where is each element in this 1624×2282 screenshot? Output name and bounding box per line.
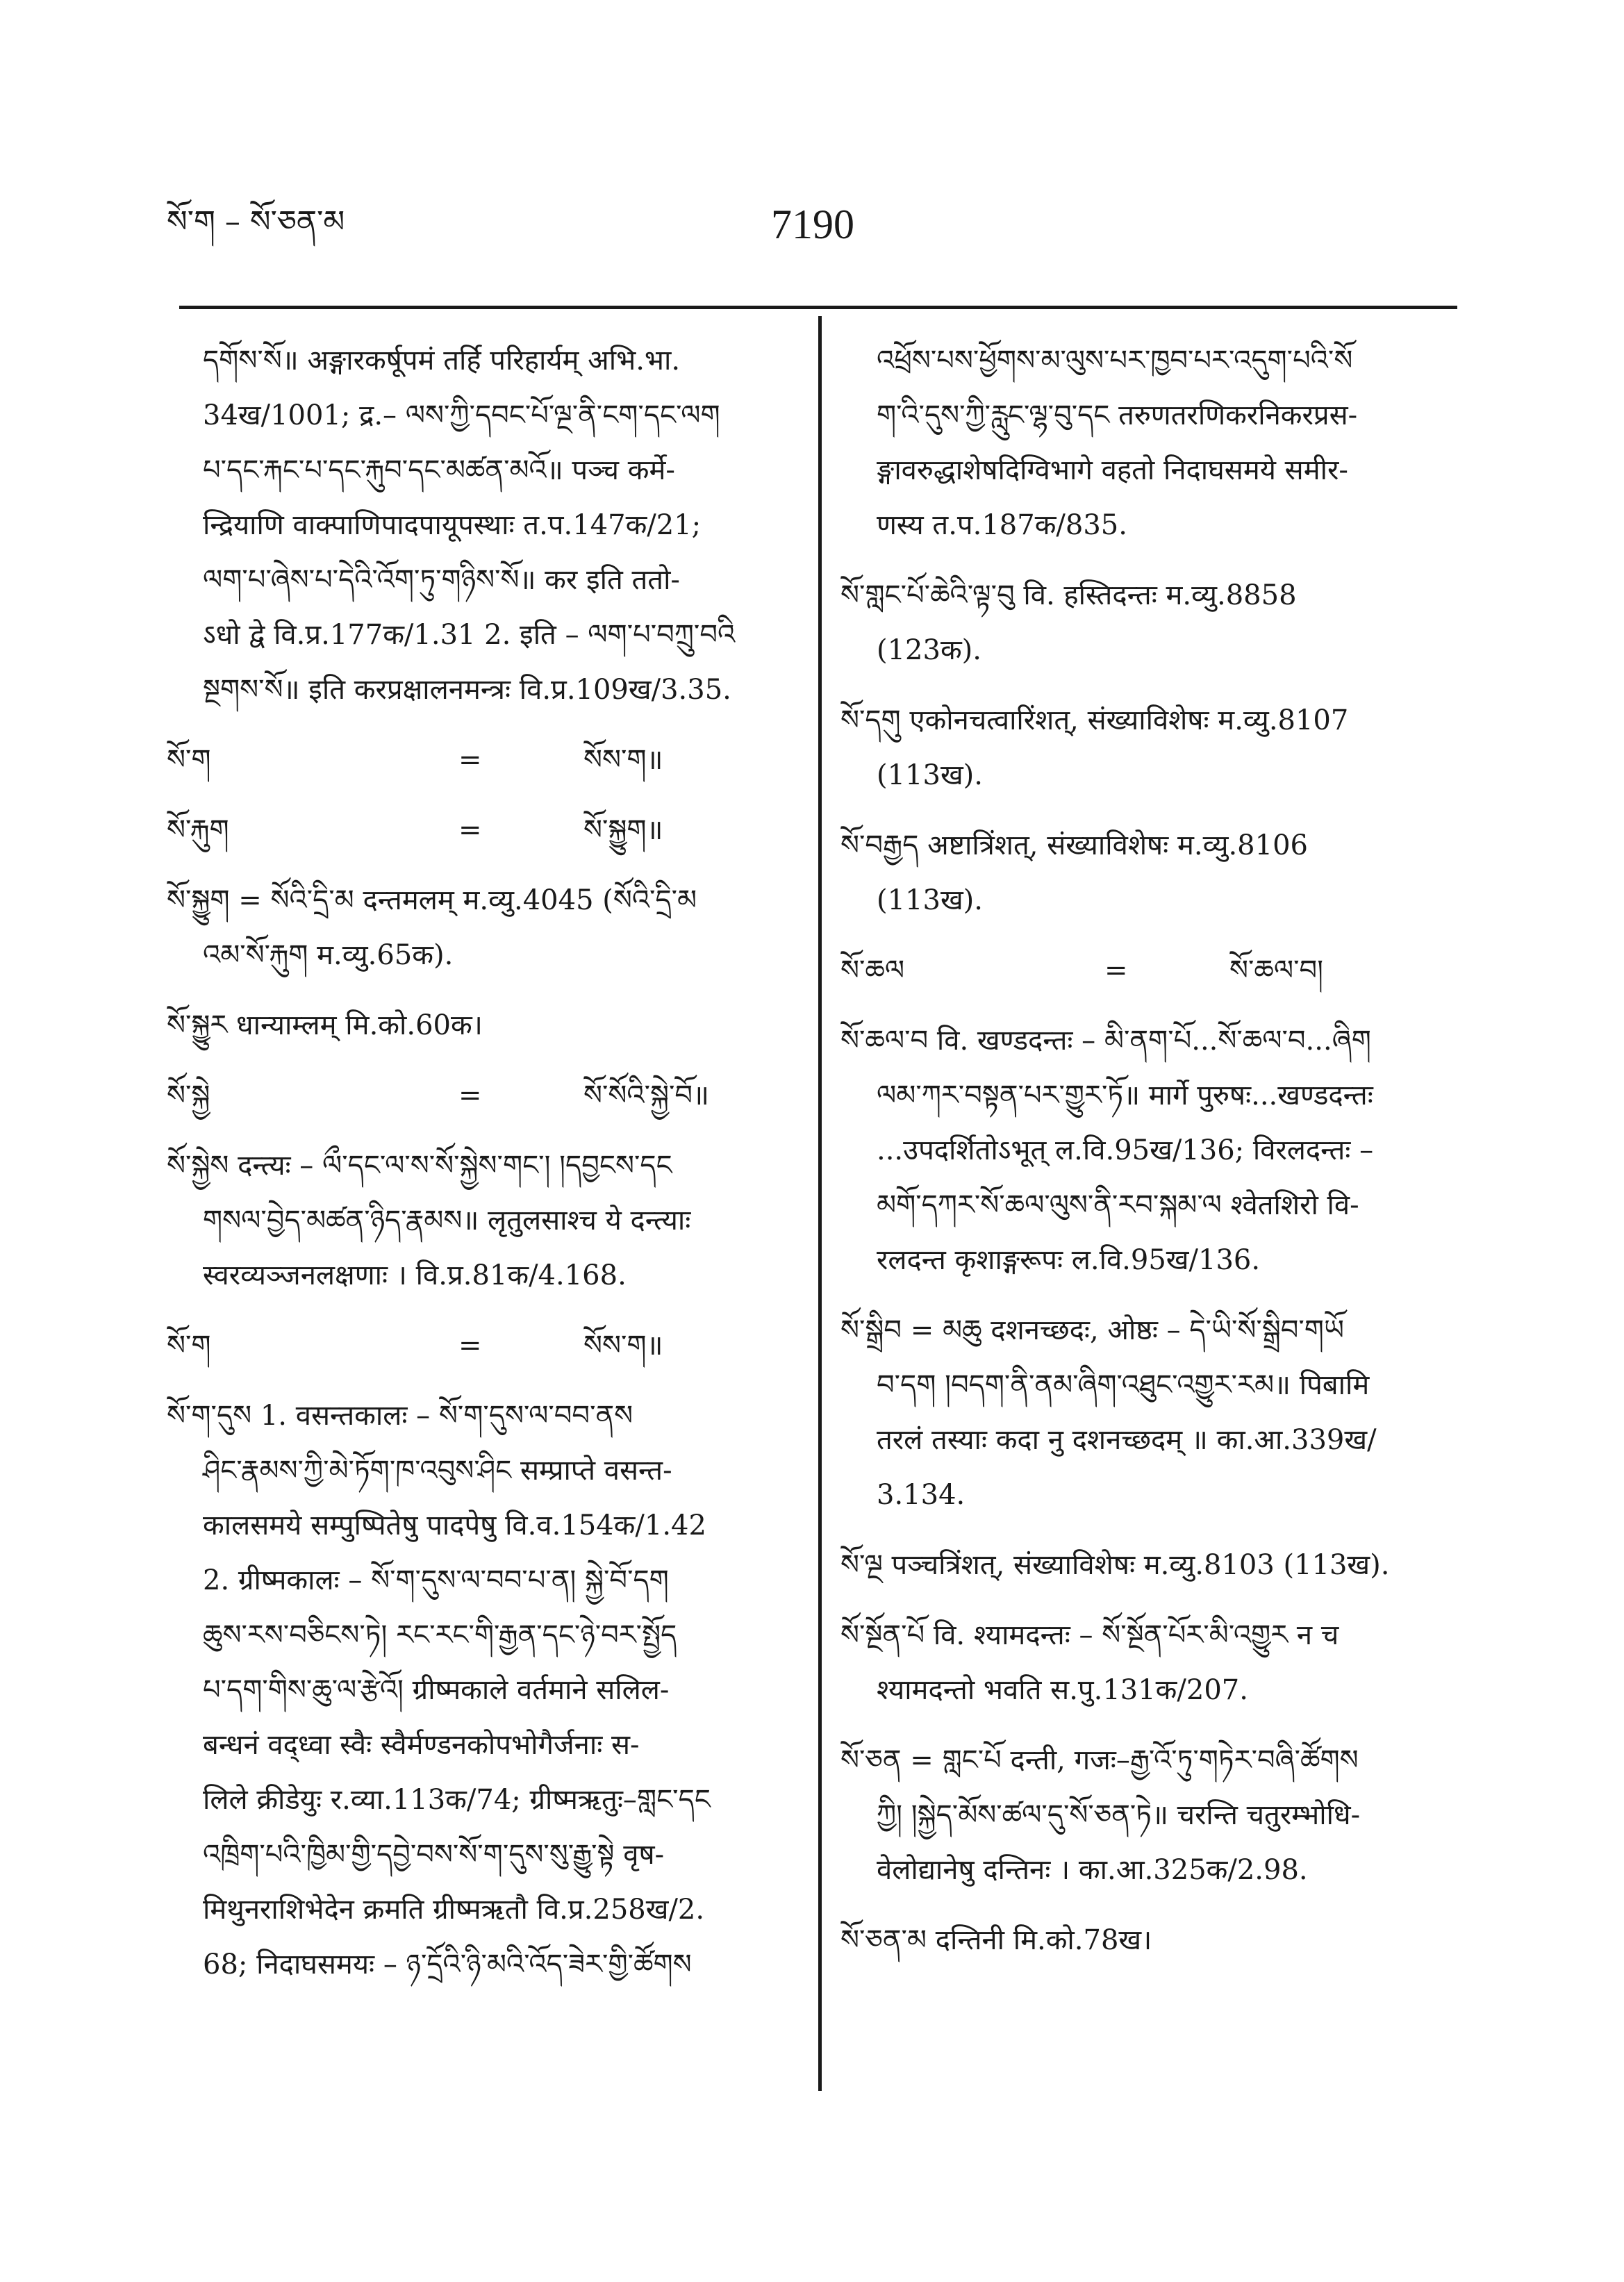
entry-line: འཕྲོས་པས་ཕྱོགས་མ་ལུས་པར་ཁྱབ་པར་འདུག་པའི་སོ [877,345,1353,377]
entry-line: པ་དག་གིས་ཆུ་ལ་རྩེའོ། ग्रीष्मकाले वर्तमाने सलिल- [203,1674,670,1706]
headword: སོ་སྐྱེ [167,1080,210,1111]
cross-reference [167,803,792,858]
entry-continuation [167,333,792,718]
equals-sign: = [458,814,482,846]
entry-line: ङ्गावरुद्धाशेषदिग्विभागे वहतो निदाघसमये समीर- [877,454,1348,486]
dictionary-entry [840,693,1466,803]
page-number: 7190 [771,201,854,247]
cross-reference [167,733,792,788]
headword: སོ་ག [167,1330,211,1362]
entry-line: གསལ་བྱེད་མཚན་ཉིད་རྣམས॥ लृतुलसाश्च ये दन्त्याः [203,1205,691,1237]
dictionary-entry [840,1608,1466,1718]
cross-reference [167,1068,792,1123]
entry-line: སོ་ལྔ पञ्चत्रिंशत्, संख्याविशेषः म.व्यु.8103 (113ख). [840,1549,1390,1581]
header-range: སོ་ག – སོ་ཅན་མ [167,204,345,240]
entry-line: (113ख). [877,884,983,916]
entry-line: लिले क्रीडेयुः र.व्या.113क/74; ग्रीष्मऋतुः–གླང་དང [203,1784,711,1816]
entry-line: སོ་སྒྲིབ = མཆུ दशनच्छदः, ओष्ठः – དེ་ཡི་སོ་སྒྲིབ་གཡོ [840,1314,1344,1346]
entry-line: པ་དང་རྐང་པ་དང་རྐུབ་དང་མཚན་མའོ॥ पञ्च कर्मे- [203,454,675,486]
dictionary-entry [840,1303,1466,1523]
entry-continuation [840,333,1466,553]
entry-line: रलदन्त कृशाङ्गरूपः ल.वि.95ख/136. [877,1244,1261,1276]
equals-sign: = [458,744,482,776]
dictionary-entry [840,568,1466,678]
entry-line: སྔགས་སོ॥ इति करप्रक्षालनमन्त्रः वि.प्र.109ख/3.35. [203,674,731,706]
entry-line: (123क). [877,634,981,666]
dictionary-entry [167,1389,792,1992]
entry-line: श्यामदन्तो भवति स.पु.131क/207. [877,1674,1248,1706]
entry-line: वेलोद्यानेषु दन्तिनः । का.आ.325क/2.98. [877,1854,1308,1886]
dictionary-entry [167,1139,792,1303]
xref-target: སོ་སྐྱུག॥ [583,814,663,846]
entry-line: སོ་ག་དུས 1. वसन्तकालः – སོ་ག་དུས་ལ་བབ་ནས [167,1400,633,1432]
entry-line: कालसमये सम्पुष्पितेषु पादपेषु वि.व.154क/1.42 [203,1510,706,1541]
entry-line: ...उपदर्शितोऽभूत् ल.वि.95ख/136; विरलदन्तः – [877,1134,1374,1166]
equals-sign: = [1104,954,1128,986]
entry-line: 2. ग्रीष्मकालः – སོ་ག་དུས་ལ་བབ་པ་ན། སྐྱེ་བོ་དག [203,1564,669,1596]
entry-line: སོ་སྐྱེས दन्त्यः – ལྀ་དང་ལ་ས་སོ་སྐྱེས་གང་། །དབྱངས་དང [167,1150,672,1182]
entry-line: སོ་གླང་པོ་ཆེའི་ལྟ་བུ वि. हस्तिदन्तः म.व्यु.8858 [840,579,1297,611]
entry-line: མགོ་དཀར་སོ་ཆལ་ལུས་ནི་རབ་སྐམ་ལ श्वेतशिरो वि- [877,1189,1359,1221]
dictionary-entry [840,1733,1466,1898]
entry-line: ऽधो द्वे वि.प्र.177क/1.31 2. इति – ལག་པ་བཀྲུ་བའི [203,619,736,651]
entry-line: ལག་པ་ཞེས་པ་དེའི་འོག་ཏུ་གཉིས་སོ॥ कर इति ततो- [203,564,680,596]
entry-line: འཁྲིག་པའི་ཁྱིམ་གྱི་དབྱེ་བས་སོ་ག་དུས་སུ་རྒྱུ་སྟེ वृष- [203,1839,665,1871]
entry-line: སོ་སྐྱུར धान्याम्लम् मि.को.60क। [167,1009,483,1041]
cross-reference [840,943,1466,998]
xref-target: སོ་སོའི་སྐྱེ་བོ॥ [583,1080,709,1111]
header-rule [179,306,1457,309]
entry-line: स्वरव्यञ्जनलक्षणाः । वि.प्र.81क/4.168. [203,1259,627,1291]
equals-sign: = [458,1330,482,1362]
entry-line: णस्य त.प.187क/835. [877,509,1127,541]
entry-line: སོ་སྔོན་པོ वि. श्यामदन्तः – སོ་སྔོན་པོར་མི་འགྱུར न च [840,1619,1339,1651]
entry-line: 3.134. [877,1479,966,1511]
right-column [840,333,1466,1983]
entry-line: 34ख/1001; द्र.– ལས་ཀྱི་དབང་པོ་ལྔ་ནི་ངག་དང་ལག [203,399,720,431]
entry-line: ག་འི་དུས་ཀྱི་རླུང་ལྷ་བུ་དང तरुणतरणिकरनिकरप्रस- [877,399,1358,431]
entry-line: ཤིང་རྣམས་ཀྱི་མེ་ཏོག་ཁ་འབུས་ཤིང सम्प्राप्ते वसन्त- [203,1455,672,1487]
entry-line: སོ་བརྒྱད अष्टात्रिंशत्, संख्याविशेषः म.व्यु.8106 [840,829,1308,861]
dictionary-entry [167,873,792,983]
dictionary-entry [167,998,792,1053]
entry-line: འམ་སོ་རྐུག म.व्यु.65क). [203,939,454,971]
entry-line: ཆུས་རས་བཅིངས་ཏེ། རང་རང་གི་རྒྱན་དང་ཉེ་བར་སྤྱོད [203,1619,677,1651]
xref-target: སོས་ག॥ [583,744,663,776]
entry-line: སོ་ཆལ་བ वि. खण्डदन्तः – མི་ནག་པོ...སོ་ཆལ་བ...ཞིག [840,1025,1371,1057]
entry-line: དགོས་སོ॥ अङ्गारकर्षूपमं तर्हि परिहार्यम् अभि.भा. [203,345,681,377]
entry-line: བ་དག །བདག་ནི་ནམ་ཞིག་འཐུང་འགྱུར་རམ॥ पिबामि [877,1369,1370,1401]
entry-line: ཀྱི། །སྐྱེད་མོས་ཚལ་དུ་སོ་ཅན་ཏེ॥ चरन्ति चतुरम्भोधि- [877,1799,1361,1831]
dictionary-entry [840,1538,1466,1593]
left-column [167,333,792,2008]
entry-line: 68; निदाघसमयः – ཉ་དྲོའི་ཉི་མའི་འོད་ཟེར་གྱི་ཚོགས [203,1949,692,1981]
headword: སོ་ག [167,744,211,776]
entry-line: སོ་དགུ एकोनचत्वारिंशत्, संख्याविशेषः म.व्यु.8107 [840,704,1349,736]
entry-line: (113ख). [877,759,983,791]
entry-line: न्द्रियाणि वाक्पाणिपादपायूपस्थाः त.प.147क/21; [203,509,702,541]
entry-line: मिथुनराशिभेदेन क्रमति ग्रीष्मऋतौ वि.प्र.258ख/2. [203,1894,705,1926]
entry-line: སོ་ཅན་མ दन्तिनी मि.को.78ख। [840,1924,1152,1956]
dictionary-entry [840,818,1466,928]
headword: སོ་ཆལ [840,954,905,986]
entry-line: तरलं तस्याः कदा नु दशनच्छदम् ॥ का.आ.339ख/ [877,1424,1377,1456]
xref-target: སོས་ག॥ [583,1330,663,1362]
equals-sign: = [458,1080,482,1111]
cross-reference [167,1318,792,1373]
entry-line: སོ་སྐྱུག = སོའི་དྲི་མ दन्तमलम् म.व्यु.4045 (སོའི་དྲི་མ [167,884,697,916]
entry-line: སོ་ཅན = གླང་པོ दन्ती, गजः–རྒྱ་འོ་ཏུ་གཏེར་བཞི་ཚོགས [840,1744,1359,1776]
dictionary-entry [840,1014,1466,1288]
dictionary-entry [840,1913,1466,1968]
headword: སོ་རྐུག [167,814,229,846]
xref-target: སོ་ཆལ་བ། [1229,954,1324,986]
entry-line: ལམ་ཀར་བསྟན་པར་གྱུར་ཏོ॥ मार्गे पुरुषः...खण्डदन्तः [877,1080,1373,1111]
column-divider [818,316,822,2091]
entry-line: बन्धनं वद्ध्वा स्वैः स्वैर्मण्डनकोपभोगैर्जनाः स- [203,1729,640,1761]
